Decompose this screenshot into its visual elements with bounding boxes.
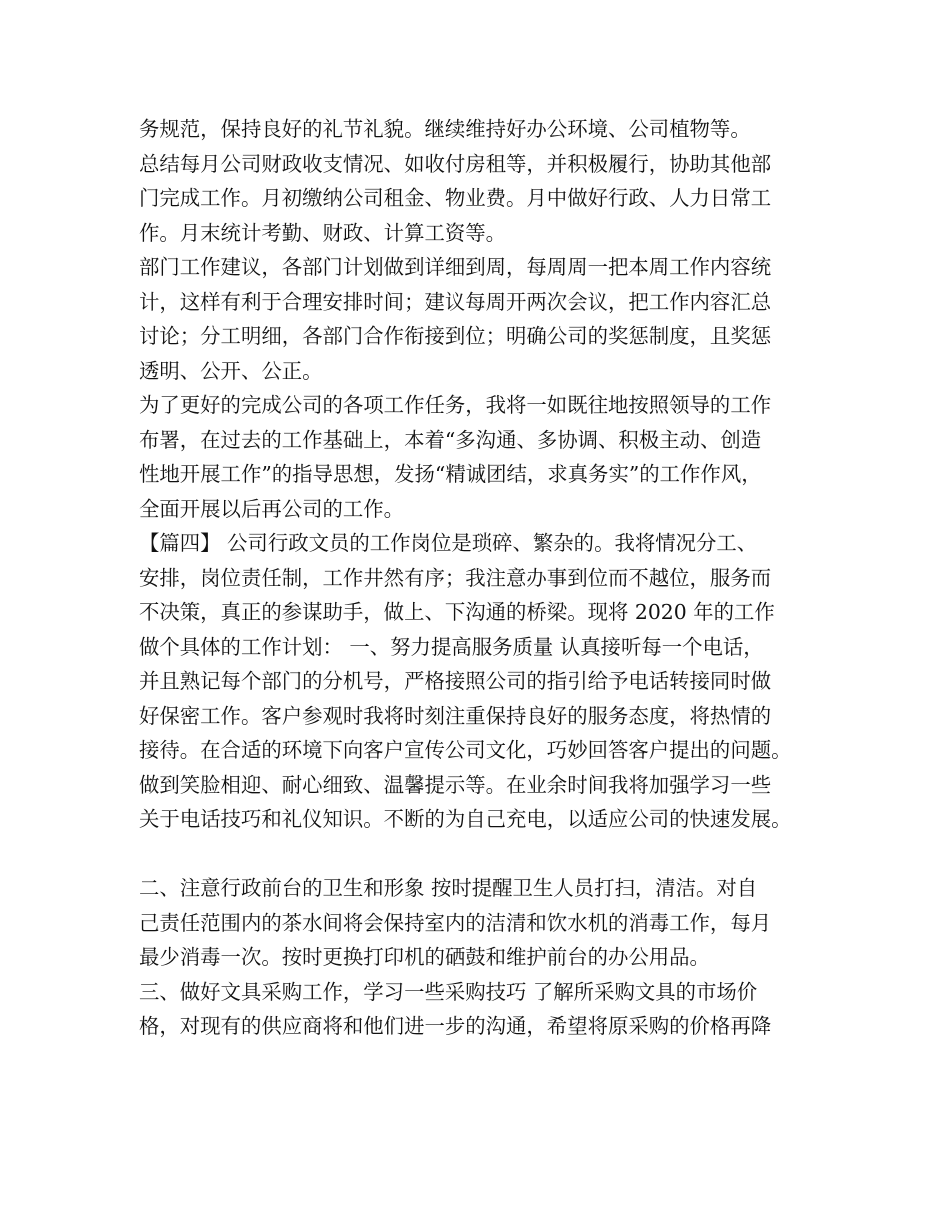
text-line: 部门工作建议，各部门计划做到详细到周，每周周一把本周工作内容统 (139, 255, 772, 279)
text-line: 己责任范围内的茶水间将会保持室内的洁清和饮水机的消毒工作，每月 (139, 910, 772, 935)
text-line: 全面开展以后再公司的工作。 (139, 496, 405, 521)
text-line: 并且熟记每个部门的分机号，严格接照公司的指引给予电话转接同时做 (139, 669, 772, 693)
document-body (139, 112, 829, 1044)
text-line: 总结每月公司财政收支情况、如收付房租等，并积极履行，协助其他部 (139, 151, 772, 176)
text-line: 最少消毒一次。按时更换打印机的硒鼓和维护前台的办公用品。 (139, 945, 710, 969)
text-line: 接待。在合适的环境下向客户宣传公司文化，巧妙回答客户提出的问题。 (139, 738, 792, 762)
text-line: 布署，在过去的工作基础上，本着“多沟通、多协调、积极主动、创造 (139, 427, 762, 452)
text-line: 做个具体的工作计划： 一、努力提高服务质量 认真接听每一个电话， (139, 634, 764, 659)
text-line: 门完成工作。月初缴纳公司租金、物业费。月中做好行政、人力日常工 (139, 186, 772, 210)
text-line: 做到笑脸相迎、耐心细致、温馨提示等。在业余时间我将加强学习一些 (139, 772, 772, 797)
text-line: 不决策，真正的参谋助手，做上、下沟通的桥梁。现将 2020 年的工作 (139, 600, 775, 624)
text-line: 作。月末统计考勤、财政、计算工资等。 (139, 220, 507, 245)
text-line: 三、做好文具采购工作，学习一些采购技巧 了解所采购文具的市场价 (139, 979, 758, 1004)
text-line: 好保密工作。客户参观时我将时刻注重保持良好的服务态度，将热情的 (139, 703, 772, 728)
blank-line (139, 837, 829, 872)
text-line: 性地开展工作”的指导思想，发扬“精诚团结，求真务实”的工作作风， (139, 462, 762, 486)
text-line: 二、注意行政前台的卫生和形象 按时提醒卫生人员打扫，清洁。对自 (139, 876, 758, 900)
text-line: 为了更好的完成公司的各项工作任务，我将一如既往地按照领导的工作 (139, 393, 772, 417)
text-line: 讨论；分工明细，各部门合作衔接到位；明确公司的奖惩制度，且奖惩 (139, 324, 772, 348)
text-line: 务规范，保持良好的礼节礼貌。继续维持好办公环境、公司植物等。 (139, 117, 751, 141)
text-line: 透明、公开、公正。 (139, 358, 323, 383)
text-line: 格，对现有的供应商将和他们进一步的沟通，希望将原采购的价格再降 (139, 1014, 772, 1038)
text-line: 安排，岗位责任制，工作井然有序；我注意办事到位而不越位，服务而 (139, 565, 772, 590)
text-line: 计，这样有利于合理安排时间；建议每周开两次会议，把工作内容汇总 (139, 289, 772, 314)
section-heading-line: 【篇四】 公司行政文员的工作岗位是琐碎、繁杂的。我将情况分工、 (139, 531, 758, 555)
text-line: 关于电话技巧和礼仪知识。不断的为自己充电，以适应公司的快速发展。 (139, 807, 792, 831)
